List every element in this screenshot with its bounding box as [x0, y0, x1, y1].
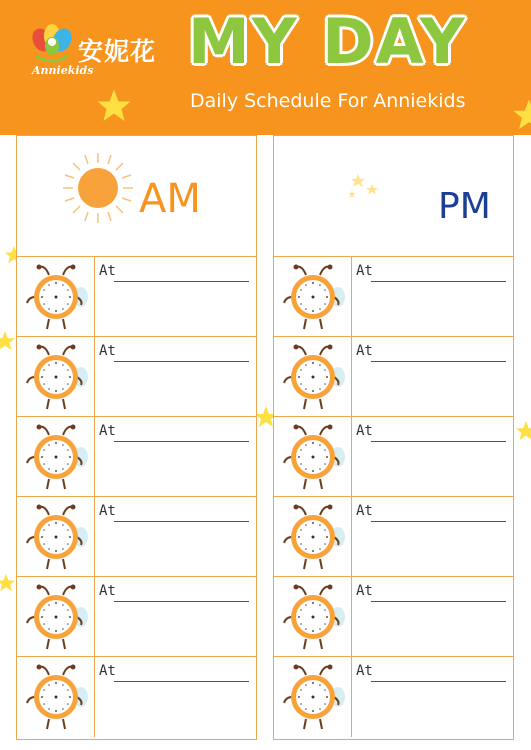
am-row — [17, 417, 256, 497]
am-row — [17, 257, 256, 337]
time-entry-line[interactable] — [114, 361, 249, 362]
bee-clock-icon — [21, 343, 91, 413]
bee-clock-icon — [21, 423, 91, 493]
bee-clock-icon — [278, 423, 348, 493]
bee-clock-icon — [21, 583, 91, 653]
pm-row — [274, 577, 513, 657]
time-entry-line[interactable] — [371, 521, 506, 522]
page-title: MY DAY — [188, 5, 467, 78]
pm-row — [274, 657, 513, 737]
pm-row — [274, 337, 513, 417]
at-label: At — [356, 343, 373, 359]
pm-header — [274, 136, 513, 257]
bee-clock-icon — [278, 503, 348, 573]
moon-icon — [348, 146, 448, 216]
at-label: At — [356, 663, 373, 679]
am-clock-cell — [17, 497, 95, 576]
at-label: At — [99, 263, 116, 279]
bee-clock-icon — [278, 263, 348, 333]
bee-clock-icon — [278, 663, 348, 733]
at-label: At — [99, 423, 116, 439]
pm-clock-cell — [274, 577, 352, 656]
star-icon — [0, 330, 16, 352]
star-icon — [512, 98, 531, 132]
am-clock-cell — [17, 577, 95, 656]
bee-clock-icon — [278, 583, 348, 653]
logo-english-text: Anniekids — [32, 64, 94, 77]
brand-logo — [26, 22, 176, 84]
time-entry-line[interactable] — [371, 281, 506, 282]
page-subtitle: Daily Schedule For Anniekids — [190, 90, 466, 112]
at-label: At — [99, 583, 116, 599]
pm-clock-cell — [274, 257, 352, 336]
am-row — [17, 497, 256, 577]
pm-label: PM — [438, 186, 491, 227]
am-clock-cell — [17, 417, 95, 496]
time-entry-line[interactable] — [371, 601, 506, 602]
am-clock-cell — [17, 257, 95, 336]
pm-clock-cell — [274, 417, 352, 496]
time-entry-line[interactable] — [371, 361, 506, 362]
star-icon — [0, 573, 16, 593]
am-row — [17, 337, 256, 417]
at-label: At — [356, 263, 373, 279]
time-entry-line[interactable] — [114, 601, 249, 602]
star-icon — [515, 420, 531, 442]
am-clock-cell — [17, 337, 95, 416]
pm-clock-cell — [274, 337, 352, 416]
at-label: At — [99, 503, 116, 519]
time-entry-line[interactable] — [114, 441, 249, 442]
bee-clock-icon — [21, 503, 91, 573]
am-row — [17, 657, 256, 737]
star-icon — [96, 88, 132, 124]
bee-clock-icon — [21, 663, 91, 733]
time-entry-line[interactable] — [114, 521, 249, 522]
at-label: At — [356, 503, 373, 519]
am-header — [17, 136, 256, 257]
at-label: At — [356, 583, 373, 599]
logo-flower-icon — [28, 22, 76, 66]
logo-chinese-text: 安妮花 — [78, 37, 157, 66]
am-panel — [16, 135, 257, 740]
time-entry-line[interactable] — [114, 281, 249, 282]
time-entry-line[interactable] — [114, 681, 249, 682]
time-entry-line[interactable] — [371, 441, 506, 442]
pm-row — [274, 417, 513, 497]
am-label: AM — [139, 176, 201, 222]
sun-icon — [59, 149, 137, 227]
am-clock-cell — [17, 657, 95, 737]
pm-clock-cell — [274, 657, 352, 737]
pm-row — [274, 497, 513, 577]
pm-panel — [273, 135, 514, 740]
at-label: At — [99, 343, 116, 359]
at-label: At — [99, 663, 116, 679]
bee-clock-icon — [21, 263, 91, 333]
pm-clock-cell — [274, 497, 352, 576]
bee-clock-icon — [278, 343, 348, 413]
pm-row — [274, 257, 513, 337]
header-banner — [0, 0, 531, 135]
time-entry-line[interactable] — [371, 681, 506, 682]
am-row — [17, 577, 256, 657]
at-label: At — [356, 423, 373, 439]
